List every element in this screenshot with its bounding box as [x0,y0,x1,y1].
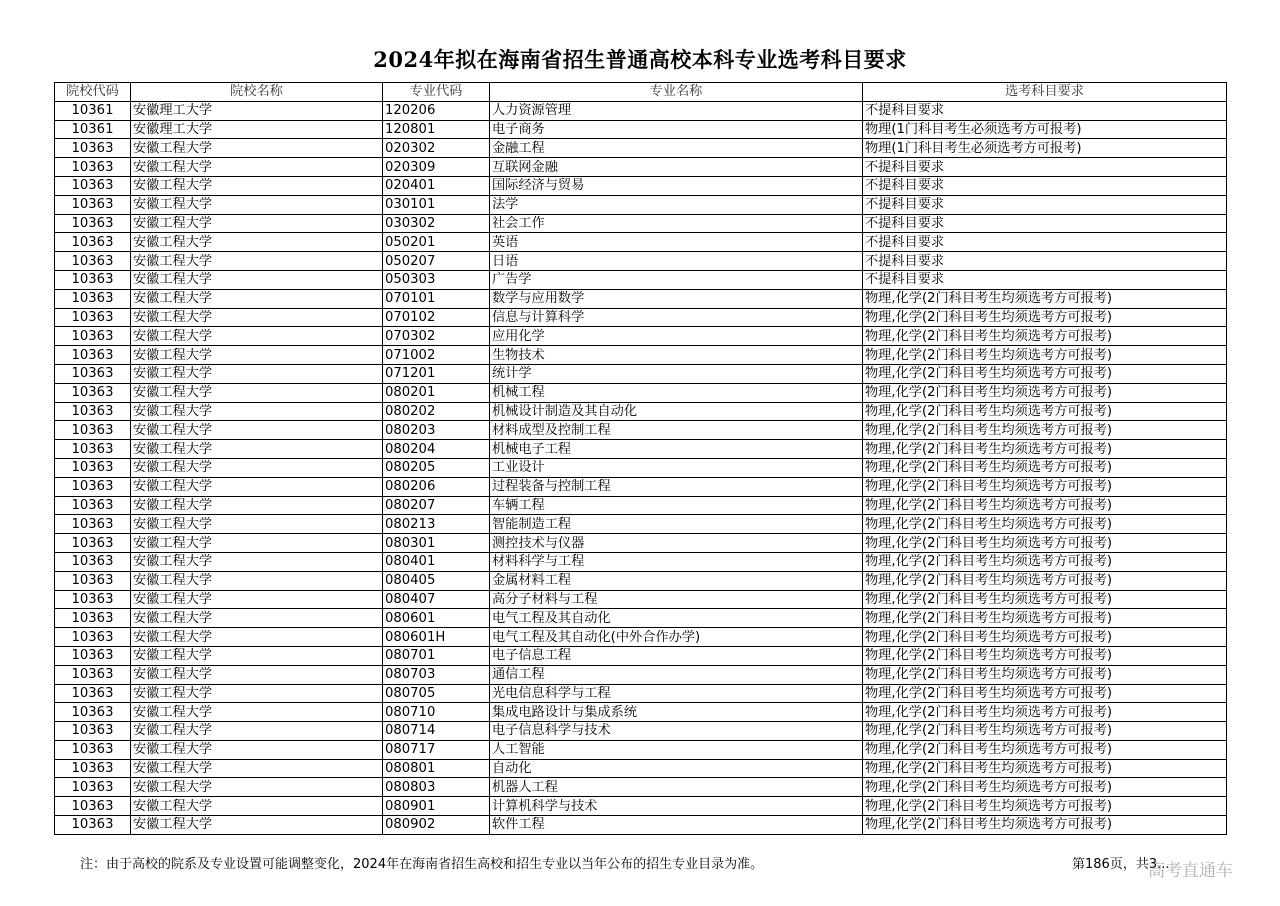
school-name-cell: 安徽工程大学 [131,364,383,383]
major-name-cell: 机器人工程 [490,778,863,797]
major-name-cell: 电子信息工程 [490,646,863,665]
table-row [55,120,1227,139]
major-name-cell: 测控技术与仪器 [490,534,863,553]
requirement-cell: 不提科目要求 [863,214,1227,233]
school-code-cell: 10363 [55,440,131,459]
requirement-cell: 物理,化学(2门科目考生均须选考方可报考) [863,477,1227,496]
school-code-cell: 10363 [55,289,131,308]
header-major-name: 专业名称 [490,83,863,102]
major-name-cell: 电气工程及其自动化(中外合作办学) [490,628,863,647]
major-code-cell: 080201 [383,383,490,402]
school-name-cell: 安徽工程大学 [131,646,383,665]
major-name-cell: 法学 [490,195,863,214]
school-name-cell: 安徽工程大学 [131,402,383,421]
major-name-cell: 材料成型及控制工程 [490,421,863,440]
school-name-cell: 安徽工程大学 [131,515,383,534]
major-name-cell: 机械工程 [490,383,863,402]
requirement-cell: 物理,化学(2门科目考生均须选考方可报考) [863,496,1227,515]
school-code-cell: 10363 [55,740,131,759]
school-code-cell: 10363 [55,534,131,553]
requirement-cell: 物理,化学(2门科目考生均须选考方可报考) [863,515,1227,534]
table-row [55,327,1227,346]
table-row [55,233,1227,252]
major-name-cell: 国际经济与贸易 [490,176,863,195]
major-name-cell: 材料科学与工程 [490,552,863,571]
school-name-cell: 安徽工程大学 [131,816,383,835]
table-row [55,515,1227,534]
requirement-cell: 物理,化学(2门科目考生均须选考方可报考) [863,759,1227,778]
major-code-cell: 050201 [383,233,490,252]
school-name-cell: 安徽工程大学 [131,759,383,778]
school-name-cell: 安徽工程大学 [131,158,383,177]
major-code-cell: 080205 [383,458,490,477]
requirement-cell: 物理,化学(2门科目考生均须选考方可报考) [863,402,1227,421]
major-code-cell: 071201 [383,364,490,383]
requirement-cell: 物理(1门科目考生必须选考方可报考) [863,120,1227,139]
requirement-cell: 物理,化学(2门科目考生均须选考方可报考) [863,383,1227,402]
major-code-cell: 080204 [383,440,490,459]
school-code-cell: 10363 [55,308,131,327]
table-row [55,684,1227,703]
school-name-cell: 安徽工程大学 [131,214,383,233]
school-name-cell: 安徽工程大学 [131,797,383,816]
school-name-cell: 安徽工程大学 [131,477,383,496]
major-code-cell: 120801 [383,120,490,139]
major-name-cell: 互联网金融 [490,158,863,177]
major-name-cell: 英语 [490,233,863,252]
major-code-cell: 020401 [383,176,490,195]
major-name-cell: 应用化学 [490,327,863,346]
major-name-cell: 智能制造工程 [490,515,863,534]
table-row [55,458,1227,477]
table-row [55,364,1227,383]
school-code-cell: 10363 [55,252,131,271]
major-code-cell: 120206 [383,101,490,120]
school-name-cell: 安徽工程大学 [131,308,383,327]
table-row [55,214,1227,233]
requirement-cell: 物理,化学(2门科目考生均须选考方可报考) [863,816,1227,835]
table-row [55,101,1227,120]
school-code-cell: 10363 [55,778,131,797]
school-code-cell: 10363 [55,665,131,684]
major-code-cell: 030302 [383,214,490,233]
major-name-cell: 生物技术 [490,346,863,365]
major-code-cell: 080703 [383,665,490,684]
major-code-cell: 080705 [383,684,490,703]
major-name-cell: 过程装备与控制工程 [490,477,863,496]
school-code-cell: 10363 [55,515,131,534]
school-name-cell: 安徽工程大学 [131,383,383,402]
school-code-cell: 10363 [55,327,131,346]
table-row [55,590,1227,609]
school-code-cell: 10363 [55,477,131,496]
table-row [55,609,1227,628]
major-name-cell: 集成电路设计与集成系统 [490,703,863,722]
major-code-cell: 080710 [383,703,490,722]
table-row [55,289,1227,308]
footer-note: 注：由于高校的院系及专业设置可能调整变化，2024年在海南省招生高校和招生专业以当年公布的招生专业目录为准。 [80,857,764,872]
table-row [55,797,1227,816]
school-name-cell: 安徽工程大学 [131,628,383,647]
school-code-cell: 10363 [55,158,131,177]
table-row [55,552,1227,571]
major-name-cell: 日语 [490,252,863,271]
table-row [55,440,1227,459]
header-major-code: 专业代码 [383,83,490,102]
school-name-cell: 安徽工程大学 [131,270,383,289]
major-code-cell: 030101 [383,195,490,214]
major-code-cell: 080213 [383,515,490,534]
header-school-name: 院校名称 [131,83,383,102]
major-code-cell: 080202 [383,402,490,421]
school-name-cell: 安徽工程大学 [131,327,383,346]
school-name-cell: 安徽工程大学 [131,252,383,271]
major-code-cell: 080717 [383,740,490,759]
major-code-cell: 020302 [383,139,490,158]
major-name-cell: 电气工程及其自动化 [490,609,863,628]
school-code-cell: 10363 [55,496,131,515]
major-name-cell: 自动化 [490,759,863,778]
table-row [55,740,1227,759]
major-name-cell: 计算机科学与技术 [490,797,863,816]
major-name-cell: 信息与计算科学 [490,308,863,327]
school-code-cell: 10363 [55,214,131,233]
major-name-cell: 光电信息科学与工程 [490,684,863,703]
major-code-cell: 080407 [383,590,490,609]
requirement-cell: 物理,化学(2门科目考生均须选考方可报考) [863,571,1227,590]
table-row [55,534,1227,553]
table-row [55,270,1227,289]
table-row [55,139,1227,158]
header-school-code: 院校代码 [55,83,131,102]
requirement-cell: 不提科目要求 [863,252,1227,271]
school-name-cell: 安徽工程大学 [131,421,383,440]
school-code-cell: 10363 [55,571,131,590]
major-code-cell: 080601 [383,609,490,628]
school-name-cell: 安徽工程大学 [131,740,383,759]
major-code-cell: 080601H [383,628,490,647]
table-row [55,816,1227,835]
requirement-cell: 物理,化学(2门科目考生均须选考方可报考) [863,740,1227,759]
school-code-cell: 10363 [55,233,131,252]
school-code-cell: 10361 [55,101,131,120]
requirement-cell: 物理,化学(2门科目考生均须选考方可报考) [863,440,1227,459]
requirement-cell: 物理,化学(2门科目考生均须选考方可报考) [863,458,1227,477]
major-code-cell: 080901 [383,797,490,816]
major-name-cell: 金属材料工程 [490,571,863,590]
school-code-cell: 10363 [55,421,131,440]
requirement-cell: 物理,化学(2门科目考生均须选考方可报考) [863,534,1227,553]
table-row [55,308,1227,327]
table-row [55,477,1227,496]
table-row [55,665,1227,684]
requirement-cell: 物理,化学(2门科目考生均须选考方可报考) [863,684,1227,703]
school-code-cell: 10363 [55,458,131,477]
school-code-cell: 10363 [55,703,131,722]
school-name-cell: 安徽工程大学 [131,703,383,722]
school-name-cell: 安徽工程大学 [131,458,383,477]
major-name-cell: 人力资源管理 [490,101,863,120]
school-name-cell: 安徽工程大学 [131,684,383,703]
school-code-cell: 10363 [55,759,131,778]
requirement-cell: 不提科目要求 [863,270,1227,289]
school-name-cell: 安徽工程大学 [131,440,383,459]
requirement-cell: 物理,化学(2门科目考生均须选考方可报考) [863,778,1227,797]
table-row [55,195,1227,214]
major-code-cell: 080401 [383,552,490,571]
major-code-cell: 080405 [383,571,490,590]
school-name-cell: 安徽工程大学 [131,590,383,609]
school-code-cell: 10363 [55,139,131,158]
school-name-cell: 安徽工程大学 [131,139,383,158]
major-name-cell: 高分子材料与工程 [490,590,863,609]
table-row [55,402,1227,421]
major-name-cell: 工业设计 [490,458,863,477]
major-code-cell: 080902 [383,816,490,835]
school-code-cell: 10363 [55,346,131,365]
requirement-cell: 物理,化学(2门科目考生均须选考方可报考) [863,421,1227,440]
header-requirement: 选考科目要求 [863,83,1227,102]
school-code-cell: 10361 [55,120,131,139]
school-code-cell: 10363 [55,628,131,647]
requirement-cell: 物理,化学(2门科目考生均须选考方可报考) [863,628,1227,647]
table-row [55,759,1227,778]
major-name-cell: 软件工程 [490,816,863,835]
major-code-cell: 080207 [383,496,490,515]
major-code-cell: 070302 [383,327,490,346]
major-code-cell: 080206 [383,477,490,496]
major-code-cell: 080803 [383,778,490,797]
table-row [55,176,1227,195]
school-name-cell: 安徽工程大学 [131,665,383,684]
watermark: 高考直通车 [1148,861,1233,881]
school-name-cell: 安徽理工大学 [131,120,383,139]
table-row [55,383,1227,402]
school-name-cell: 安徽工程大学 [131,346,383,365]
school-code-cell: 10363 [55,684,131,703]
requirement-cell: 物理,化学(2门科目考生均须选考方可报考) [863,797,1227,816]
major-name-cell: 车辆工程 [490,496,863,515]
requirement-cell: 不提科目要求 [863,101,1227,120]
school-code-cell: 10363 [55,383,131,402]
requirement-cell: 物理,化学(2门科目考生均须选考方可报考) [863,665,1227,684]
requirement-cell: 不提科目要求 [863,195,1227,214]
major-code-cell: 080801 [383,759,490,778]
table-row [55,158,1227,177]
major-name-cell: 机械设计制造及其自动化 [490,402,863,421]
requirement-cell: 不提科目要求 [863,158,1227,177]
major-code-cell: 070101 [383,289,490,308]
requirement-cell: 物理,化学(2门科目考生均须选考方可报考) [863,609,1227,628]
school-code-cell: 10363 [55,816,131,835]
school-code-cell: 10363 [55,590,131,609]
major-name-cell: 社会工作 [490,214,863,233]
school-name-cell: 安徽工程大学 [131,496,383,515]
school-code-cell: 10363 [55,364,131,383]
requirement-cell: 物理,化学(2门科目考生均须选考方可报考) [863,722,1227,741]
major-name-cell: 通信工程 [490,665,863,684]
school-code-cell: 10363 [55,176,131,195]
school-name-cell: 安徽工程大学 [131,195,383,214]
school-code-cell: 10363 [55,797,131,816]
table-row [55,496,1227,515]
school-code-cell: 10363 [55,270,131,289]
major-code-cell: 050303 [383,270,490,289]
major-name-cell: 人工智能 [490,740,863,759]
major-name-cell: 金融工程 [490,139,863,158]
requirement-cell: 物理,化学(2门科目考生均须选考方可报考) [863,590,1227,609]
school-name-cell: 安徽工程大学 [131,289,383,308]
requirement-cell: 不提科目要求 [863,176,1227,195]
school-code-cell: 10363 [55,609,131,628]
requirement-cell: 物理,化学(2门科目考生均须选考方可报考) [863,552,1227,571]
major-name-cell: 电子信息科学与技术 [490,722,863,741]
school-code-cell: 10363 [55,722,131,741]
page-number: 第186页，共3... [1072,857,1170,872]
table-row [55,778,1227,797]
requirement-cell: 不提科目要求 [863,233,1227,252]
requirement-cell: 物理,化学(2门科目考生均须选考方可报考) [863,364,1227,383]
school-name-cell: 安徽工程大学 [131,571,383,590]
school-name-cell: 安徽工程大学 [131,233,383,252]
table-row [55,346,1227,365]
school-code-cell: 10363 [55,195,131,214]
major-code-cell: 080301 [383,534,490,553]
table-body [55,101,1227,834]
major-code-cell: 071002 [383,346,490,365]
requirement-cell: 物理,化学(2门科目考生均须选考方可报考) [863,327,1227,346]
requirement-cell: 物理(1门科目考生必须选考方可报考) [863,139,1227,158]
requirements-table [54,82,1227,835]
requirement-cell: 物理,化学(2门科目考生均须选考方可报考) [863,308,1227,327]
major-name-cell: 机械电子工程 [490,440,863,459]
requirement-cell: 物理,化学(2门科目考生均须选考方可报考) [863,289,1227,308]
major-name-cell: 统计学 [490,364,863,383]
school-name-cell: 安徽工程大学 [131,722,383,741]
major-name-cell: 电子商务 [490,120,863,139]
school-name-cell: 安徽工程大学 [131,552,383,571]
table-row [55,703,1227,722]
page-title: 2024年拟在海南省招生普通高校本科专业选考科目要求 [373,47,907,72]
school-name-cell: 安徽工程大学 [131,778,383,797]
table-row [55,628,1227,647]
major-code-cell: 070102 [383,308,490,327]
school-name-cell: 安徽理工大学 [131,101,383,120]
major-code-cell: 080714 [383,722,490,741]
table-row [55,722,1227,741]
school-name-cell: 安徽工程大学 [131,609,383,628]
table-row [55,646,1227,665]
table-header-row [55,83,1227,102]
requirement-cell: 物理,化学(2门科目考生均须选考方可报考) [863,346,1227,365]
table-row [55,571,1227,590]
requirement-cell: 物理,化学(2门科目考生均须选考方可报考) [863,646,1227,665]
major-name-cell: 广告学 [490,270,863,289]
school-name-cell: 安徽工程大学 [131,534,383,553]
major-code-cell: 080701 [383,646,490,665]
major-name-cell: 数学与应用数学 [490,289,863,308]
school-code-cell: 10363 [55,646,131,665]
table-row [55,252,1227,271]
major-code-cell: 080203 [383,421,490,440]
table-row [55,421,1227,440]
major-code-cell: 020309 [383,158,490,177]
school-code-cell: 10363 [55,552,131,571]
school-name-cell: 安徽工程大学 [131,176,383,195]
requirement-cell: 物理,化学(2门科目考生均须选考方可报考) [863,703,1227,722]
major-code-cell: 050207 [383,252,490,271]
school-code-cell: 10363 [55,402,131,421]
